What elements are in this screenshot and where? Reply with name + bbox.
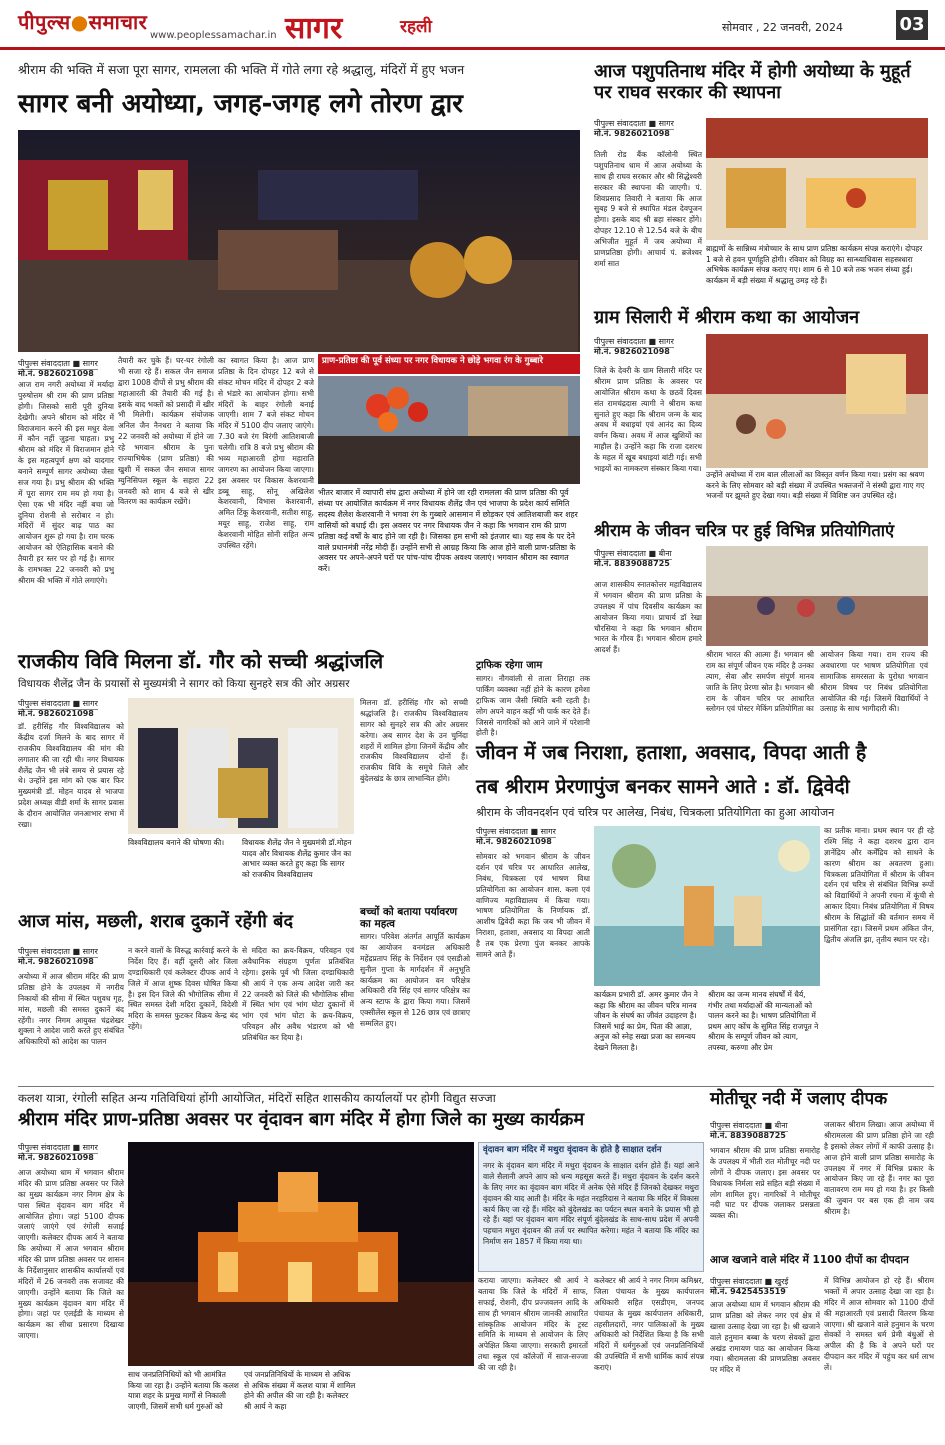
vrindavan-body-col5: कलेक्टर श्री आर्य ने नगर निगम कमिश्नर, जिला पंचायत के मुख्य कार्यपालन अधिकारी सहित एसडीएम, जनपद पंचायत के मुख्य कार्यपालन अधिकारी, तहसीलदारों, नगर पालिकाओं के मुख्य अधिकारी को निर्देशित किया है कि सभी मंदिरों में धर्मगुरुओं एवं जनप्रतिनिधियों की उपस्थिति में सभी धार्मिक कार्य संपन्न कराएं।	[594, 1276, 704, 1372]
lead-byline: पीपुल्स संवाददाता ■ सागर	[18, 359, 98, 368]
khajane-headline: आज खजाने वाले मंदिर में 1100 दीपों का दीपदान	[710, 1254, 909, 1266]
gour-photo	[128, 698, 354, 834]
jeevan-photo	[706, 546, 928, 646]
jeevan-mobile: मो.नं. 8839088725	[594, 559, 670, 568]
pashupati-byline: पीपुल्स संवाददाता ■ सागर	[594, 119, 674, 128]
maans-mobile: मो.नं. 9826021098	[18, 957, 94, 966]
gour-headline: राजकीय विवि मिलना डॉ. गौर को सच्ची श्रद्धांजलि	[18, 649, 384, 673]
maans-body-col1: अयोध्या में आज श्रीराम मंदिर की प्राण प्रतिष्ठा होने के उपलक्ष्य में नगरीय निकायों की सीमा में स्थित पशुवध गृह, मांस, मछली की समस्त दुकानें बंद रहेंगी। नगर निगम आयुक्त चंद्रशेखर शुक्ला ने आदेश जारी करते हुए संबंधित अधिकारियों को आदेश का पालन	[18, 972, 124, 1047]
dwivedi-caption: कार्यक्रम प्रभारी डॉ. अमर कुमार जैन ने कहा कि श्रीराम का जीवन चरित्र मानव जीवन के संघर्ष का जीवंत उदाहरण है। जिसमें भाई का प्रेम, पिता की आज्ञा, अनुज को स्नेह सखा प्रजा का समन्वय देखने मिलता है।	[594, 990, 698, 1052]
silari-headline: ग्राम सिलारी में श्रीराम कथा का आयोजन	[594, 307, 860, 328]
lead-body-col1: आज राम नगरी अयोध्या में मर्यादा पुरुषोत्तम श्री राम की प्राण प्रतिष्ठा होगी। जिसको सारी पूरी दुनिया देखेगी। अपने श्रीराम को मंदिर में विराजमान करने की इस मधुर वेला में कौन नहीं जुड़ना चाहता। प्रभु श्रीराम को मंदिर में विराजमान होने के इस महत्वपूर्ण क्षण को यादगार बनाने सम्पूर्ण सागर अयोध्या जैसा सज गया है। प्रभु श्रीराम की भक्ति में पूरा सागर राम मय हो गया है। ऐसा एक भी मंदिर नहीं बचा जो दुनिया रोशनी से सरोबार न हो। मंदिरों में सुंदर बाढ़ पाठ का आयोजन शुरू हो गया है। राम चरक आयोजन को ऐतिहासिक बनाने की तैयारी हर स्तर पर हो गई है। सागर के रामभक्त 22 जनवरी को प्रभु श्रीराम की भक्ति में गोते लगाएंगे।	[18, 380, 114, 585]
pashupati-mobile: मो.नं. 9826021098	[594, 129, 670, 138]
khajane-body-col2: में विभिन्न आयोजन हो रहे हैं। श्रीराम भक्तों में अपार उत्साह देखा जा रहा है। मंदिर में आज सोमवार को 1100 दीपों की महाआरती एवं प्रसादी वितरण किया जाएगा। श्री खजाने वाले हनुमान के चरण सेवकों ने समस्त धर्म प्रेमी बंधुओं से अपील की है कि वे अपने घरों पर दीपदान कर मंदिर में पहुंच कर धर्म लाभ लें।	[824, 1276, 934, 1372]
motichur-mobile: मो.नं. 8839088725	[710, 1131, 786, 1140]
jeevan-body-col3: आयोजन किया गया। राम राज्य की अवधारणा पर भाषण प्रतियोगिता एवं सामाजिक समरसता के पुरोधा भगवान श्रीराम विषय पर निबंध प्रतियोगिता आयोजित की गई। जिसमें विद्यार्थियों ने उत्साह के साथ भागीदारी की।	[820, 650, 928, 714]
newspaper-logo: पीपुल्स●समाचार	[18, 10, 148, 34]
dwivedi-mobile: मो.नं. 9826021098	[476, 837, 552, 846]
city-subtitle: रहली	[400, 17, 432, 37]
maans-byline: पीपुल्स संवाददाता ■ सागर	[18, 947, 98, 956]
lead-kicker: श्रीराम की भक्ति में सजा पूरा सागर, रामलला की भक्ति में गोते लगा रहे श्रद्धालु, मंदिरों में हुए भजन	[18, 62, 465, 77]
website-url[interactable]: www.peoplessamachar.in	[150, 30, 277, 41]
vrindavan-byline: पीपुल्स संवाददाता ■ सागर	[18, 1143, 98, 1152]
vrindavan-photo-caption-1: साथ जनप्रतिनिधियों को भी आमंत्रित किया जा रहा है। उन्होंने बताया कि कलश यात्रा शहर के प्रमुख मार्गों से निकाली जाएगी, जिसमें सभी धर्म गुरुओं को	[128, 1370, 239, 1411]
lead-mobile: मो.नं. 9826021098	[18, 369, 94, 378]
silari-body: जिले के देवरी के ग्राम सिलारी मंदिर पर श्रीराम प्राण प्रतिष्ठा के अवसर पर आयोजित श्रीराम कथा के छठवें दिवस संत रामचंद्रदास त्यागी ने श्रीराम कथा सुनाते हुए कहा कि श्रीराम जन्म के बाद अवध में बधाइयां एवं आनंद का दिव्य वर्णन किया। अवध में आज खुशियों का माहौल है। उन्होंने कहा कि राजा दशरथ के महल में खूब बधाइयां बांटी गई। सभी भाइयों का नामकरण संस्कार किया गया।	[594, 366, 702, 473]
paryavaran-headline: बच्चों को बताया पर्यावरण का महत्व	[360, 906, 458, 931]
masthead	[0, 0, 945, 50]
section-divider	[18, 1086, 934, 1087]
pashupati-body: तिली रोड बैंक कॉलोनी स्थित पशुपतिनाथ धाम में आज अयोध्या के साथ ही राघव सरकार और श्री सिद्धेश्वरी सरकार की स्थापना की जाएगी। पं. शिवप्रसाद तिवारी ने बताया कि आज सुबह 9 बजे से स्थापित मंडल देवपूजन होगा। इसके बाद श्री ब्रहा संस्कार होंगे। दोपहर 12.10 से 12.54 बजे के बीच अभिजीत मुहूर्त में जब अयोध्या में प्राणप्रतिष्ठा होगी। आचार्य पं. ब्रजेश्वर शर्मा सात	[594, 150, 702, 268]
pashupati-headline: आज पशुपतिनाथ मंदिर में होगी अयोध्या के मुहूर्त पर राघव सरकार की स्थापना	[594, 61, 911, 103]
gour-photo-caption: विश्वविद्यालय बनाने की घोषणा की।	[128, 838, 225, 847]
motichur-body-col2: जलाकर श्रीराम लिखा। आज अयोध्या में श्रीरामलला की प्राण प्रतिष्ठा होने जा रही है इसको लेकर लोगों में काफी उत्साह है। आज होने वाली प्राण प्रतिष्ठा समारोह के उपलक्ष्य में नगर में विभिन्न प्रकार के आयोजन किए जा रहे हैं। नगर का पूरा वातावरण राम मय हो गया है। हर किसी की जुबान पर बस एक ही नाम जय श्रीराम है।	[824, 1120, 934, 1216]
motichur-headline: मोतीचूर नदी में जलाए दीपक	[710, 1089, 888, 1109]
vrindavan-info-box	[478, 1142, 704, 1272]
silari-photo	[706, 334, 928, 468]
maans-body-col2: न करने वालों के विरुद्ध कार्रवाई करने के निर्देश दिए हैं। वहीं दूसरी ओर जिला दण्डाधिकारी एवं कलेक्टर दीपक आर्य ने जिले में आज शुष्क दिवस घोषित किया है। इस दिन जिले की भौगोलिक सीमा में स्थित समस्त देशी मदिरा दुकानें, विदेशी मदिरा के समस्त फुटकर विक्रय केन्द्र बंद रहेंगे।	[128, 946, 238, 1032]
lead-headline: सागर बनी अयोध्या, जगह-जगह लगे तोरण द्वार	[18, 89, 463, 119]
khajane-body-col1: आज अयोध्या धाम में भगवान श्रीराम की प्राण प्रतिष्ठा को लेकर नगर एवं क्षेत्र में खासा उत्साह देखा जा रहा है। श्री खजाने वाले हनुमान बब्बा के चरण सेवकों द्वारा अखंड रामायण पाठ का आयोजन किया गया। श्रीरामलला की प्राणप्रतिष्ठा अवसर पर मंदिर में	[710, 1300, 820, 1375]
vrindavan-body-col4: कराया जाएगा। कलेक्टर श्री आर्य ने बताया कि जिले के मंदिरों में साफ, सफाई, रोशनी, दीप प्रज्जवलन आदि के साथ ही भगवान श्रीराम जानकी आधारित सांस्कृतिक आयोजन मंदिर के ट्रस्ट समिति के माध्यम से आयोजन के लिए अपेक्षित किया जाएगा। सरकारी इमारतों तथा स्कूल एवं कॉलेजों में साज-सज्जा की जा रही है।	[478, 1276, 588, 1372]
gour-kicker: विधायक शैलेंद्र जैन के प्रयासों से मुख्यमंत्री ने सागर को किया सुनहरे सत्र की ओर अग्रसर	[18, 678, 350, 690]
lead-photo-procession	[18, 130, 580, 352]
dwivedi-photo-caption: श्रीराम का जन्म मानव संघर्षों में धैर्य, गंभीर तथा मर्यादाओं की मान्यताओं को पालन करने का है। भाषण प्रतियोगिता में प्रथम आए कोंच के सुमित सिंह राजपूत ने श्रीराम के सम्पूर्ण जीवन को त्याग, तपस्या, करुणा और प्रेम	[708, 990, 819, 1052]
vrindavan-kicker: कलश यात्रा, रंगोली सहित अन्य गतिविधियां होंगी आयोजित, मंदिरों सहित शासकीय कार्यालयों पर होगी विद्युत सज्जा	[18, 1091, 496, 1105]
vrindavan-body-col1: आज अयोध्या धाम में भगवान श्रीराम मंदिर की प्राण प्रतिष्ठा अवसर पर जिले का मुख्य कार्यक्रम नगर निगम क्षेत्र के पास स्थित वृंदावन बाग मंदिर में आयोजित होगा। जहां 5100 दीपक जलाएं जाएंगे एवं रंगोली सजाई जाएगी। कलेक्टर दीपक आर्य ने बताया कि अयोध्या में आज भगवान श्रीराम मंदिर की प्राण प्रतिष्ठा अवसर पर शासन के निर्देशानुसार शासकीय कार्यालयों एवं मंदिरों में 26 जनवरी तक सजावट की जाएगी। उन्होंने बताया कि जिले का मुख्य कार्यक्रम वृंदावन बाग मंदिर में होगा। जहां पर एलईडी के माध्यम से कार्यक्रम का सीधा प्रसारण दिखाया जाएगा।	[18, 1168, 124, 1341]
jeevan-body-col1: आज शासकीय स्नातकोत्तर महाविद्यालय में भगवान श्रीराम की प्राण प्रतिष्ठा के उपलक्ष्य में पांच दिवसीय कार्यक्रम का आयोजन किया गया। प्राचार्य डॉ रेखा चौरसिया ने कहा कि भगवान श्रीराम भारत के गौरव हैं। भगवान श्रीराम हमारे आदर्श हैं।	[594, 580, 702, 655]
lead-body-col3: का स्वागत किया है। आज प्राण प्रतिष्ठा के दिन दोपहर 12 बजे से संकट मोचन मंदिर में दोपहर 2 बजे से भंडारे का आयोजन होगा। सभी मंदिरों के बाहर रंगोली बनाई जाएगी। शाम 7 बजे संकट मोचन मंदिर में 5100 दीप जलाए जाएंगे। 7.30 बजे रंग बिरंगी आतिशबाजी चलेगी। रात्रि 8 बजे प्रभु श्रीराम की भव्य महाआरती होगा महाराति जागरण का आयोजन किया जाएगा। इस अवसर पर विकास केशरवानी डब्बू साहू, सोनू अखिलेश केशरवानी, विभास केशरवानी, अमित टिंकू केशरवानी, सतीश साहू, मयूर साहू, राजेश साहू, राम केशरवानी मोहित सोनी सहित अन्य उपस्थित रहेंगे।	[218, 356, 314, 550]
pashupati-photo	[706, 118, 928, 240]
vrindavan-box-body: नगर के वृंदावन बाग मंदिर में मथुरा वृंदावन के साक्षात दर्शन होते हैं। यहां आने वाले सैलानी अपने आप को धन्य महसूस करते हैं। मथुरा वृंदावन के दर्शन करने के लिए नगर का वृंदावन बाग मंदिर में अनेक ऐसे मंदिर हैं जिनको देखकर मथुरा वृंदावन की याद आती है। मंदिर के महंत नरहरिदास ने बताया कि मंदिर में विकास कार्य किए जा रहे हैं। मंदिर को बुंदेलखंड का पर्यटन स्थल बनाने के प्रयास भी हो रहे हैं। यहां पर वृंदावन बाग मंदिर संपूर्ण बुंदेलखंड के साथ-साथ प्रदेश में अपनी पहचान मथुरा वृंदावन की तर्ज पर स्थापित करेगा। महंत ने बताया कि मंदिर का निर्माण सन 1857 में किया गया था।	[483, 1161, 699, 1247]
vrindavan-mobile: मो.नं. 9826021098	[18, 1153, 94, 1162]
gour-mobile: मो.नं. 9826021098	[18, 709, 94, 718]
gour-byline: पीपुल्स संवाददाता ■ सागर	[18, 699, 98, 708]
traffic-headline: ट्राफिक रहेगा जाम	[476, 660, 543, 671]
jeevan-body-col2: श्रीराम भारत की आत्मा हैं। भगवान श्री राम का संपूर्ण जीवन एक मंदिर है उनका त्याग, सेवा और समर्पण संपूर्ण मानव जाति के लिए प्रेरणा स्रोत है। भगवान श्री राम के जीवन चरित्र पर आधारित स्लोगन एवं पोस्टर मेकिंग प्रतियोगिता का	[706, 650, 814, 714]
pashupati-caption: ब्राह्मणों के सान्निध्य मंत्रोच्चार के साथ प्राण प्रतिष्ठा कार्यक्रम संपन्न कराएंगे। दोपहर 1 बजे से हवन पूर्णाहुति होगी। रविवार को विग्रह का सान्ध्याधिवास सहस्त्रधारा अभिषेक कार्यक्रम संपन्न कराए गए। शाम 6 से 10 बजे तक भजन संध्या हुई। कार्यक्रम में बड़ी संख्या में श्रद्धालु उमड़ रहे हैं।	[706, 244, 923, 285]
vrindavan-box-headline: वृंदावन बाग मंदिर में मथुरा वृंदावन के होते है साक्षात दर्शन	[483, 1145, 662, 1155]
silari-byline: पीपुल्स संवाददाता ■ सागर	[594, 337, 674, 346]
khajane-byline: पीपुल्स संवाददाता ■ खुरई	[710, 1277, 789, 1286]
dwivedi-body-col3: का प्रतीक माना। प्रथम स्थान पर ही रहे रश्मि सिंह ने कहा दशरथ द्वारा दान ज्ञानेंद्रिय और कर्मेंद्रिय को साधने के कारण श्रीराम का अवतरण हुआ। चित्रकला प्रतियोगिता में श्रीराम के जीवन दर्शन एवं चरित्र से संबंधित विभिन्न रूपों को विद्यार्थियों ने अपनी रचना में कूंची से आकार दिया। निबंध प्रतियोगिता में विषय श्रीराम के सिद्धांतों की वर्तमान समय में प्रासंगिता रहा। जिसमें प्रथम अंकित जैन, द्वितीय अंजलि झा, तृतीय स्थान पर रहे।	[824, 826, 934, 944]
motichur-body-col1: भगवान श्रीराम की प्राण प्रतिष्ठा समारोह के उपलक्ष्य में भीती रात मोतीचूर नदी पर लोगों ने दीपक जलाए। इस अवसर पर विधायक निर्मला सप्रे सहित बड़ी संख्या में लोग शामिल हुए। नागरिकों ने मोतीचूर नदी घाट पर दीपक जलाकर प्रसन्नता व्यक्त की।	[710, 1146, 820, 1221]
gour-body-col2: मिलना डॉ. हरीसिंह गौर को सच्ची श्रद्धांजलि है। राजकीय विश्वविद्यालय सागर को सुनहरे सत्र की ओर अग्रसर करेगा। अब सागर देश के उन चुनिंदा शहरों में शामिल होगा जिनमें केंद्रीय और राजकीय विश्वविद्यालय दोनों हैं। राजकीय विवि के समूचे जिले और बुंदेलखंड के छात्र लाभान्वित होंगे।	[360, 698, 468, 784]
balloons-headline: प्राण-प्रतिष्ठा की पूर्व संध्या पर नगर विधायक ने छोड़े भगवा रंग के गुब्बारे	[318, 354, 580, 374]
silari-mobile: मो.नं. 9826021098	[594, 347, 670, 356]
vrindavan-headline: श्रीराम मंदिर प्राण-प्रतिष्ठा अवसर पर वृंदावन बाग मंदिर में होगा जिले का मुख्य कार्यक्रम	[18, 1109, 585, 1130]
paryavaran-body: सागर। परिवेश अंतर्गत आपूर्ति कार्यक्रम का आयोजन वनमंडल अधिकारी महेंद्रप्रताप सिंह के निर्देशन एवं एसडीओ सुनील गुप्ता के मार्गदर्शन में अनुभूति कार्यक्रम का आयोजन वन परिक्षेत्र अधिकारी रवि सिंह एवं सागर परिक्षेत्र का अन्य स्टाफ के द्वारा किया गया। जिसमें एक्सीलेंस स्कूल से 126 छात्र एवं छात्राए सम्मलित हुए।	[360, 932, 470, 1028]
city-title: सागर	[285, 11, 343, 46]
dwivedi-body-col1: सोमवार को भगवान श्रीराम के जीवन दर्शन एवं चरित्र पर आधारित आलेख, निबंध, चित्रकला एवं भाषण विधा प्रतियोगिता का आयोजन शास. कला एवं वाणिज्य महाविद्यालय में किया गया। भाषण प्रतियोगिता के निर्णायक डॉ. आशीष द्विवेदी कहा कि जब भी जीवन में निराशा, हताशा, अवसाद या विपदा आती है तब एक प्रेरणा पुंज बनकर आपके सामने आते हैं।	[476, 852, 590, 959]
balloons-caption: भीतर बाजार में व्यापारी संघ द्वारा अयोध्या में होने जा रही रामलला की प्राण प्रतिष्ठा की पूर्व संध्या पर आयोजित कार्यक्रम में नगर विधायक शैलेंद्र जैन एवं भाजपा के प्रदेश कार्य समिति सदस्य शैलेश केशरवानी ने भगवा रंग के गुब्बारे आसमान में छोड़कर एवं आतिशबाजी कर शहर वासियों को बधाई दी। इस अवसर पर नगर विधायक जैन ने कहा कि भगवान राम की प्राण प्रतिष्ठा कई वर्षों के बाद होने जा रही है। जिसका हम सभी को इंतजार था। यह सब के पर देने वाले प्रधानमंत्री नरेंद्र मोदी हैं। उन्होंने सभी से आग्रह किया कि आज होने वाली प्राण-प्रतिष्ठा के अवसर पर अपने-अपने घरों पर पांच-पांच दीपक अवश्य जलाएं। भगवान श्रीराम का स्वागत करें।	[318, 488, 578, 574]
vrindavan-temple-photo	[128, 1142, 474, 1366]
dwivedi-kicker: श्रीराम के जीवनदर्शन एवं चरित्र पर आलेख, निबंध, चित्रकला प्रतियोगिता का हुआ आयोजन	[476, 806, 835, 819]
issue-date: सोमवार , 22 जनवरी, 2024	[722, 21, 844, 34]
motichur-byline: पीपुल्स संवाददाता ■ बीना	[710, 1121, 788, 1130]
gour-caption2: विधायक शैलेंद्र जैन ने मुख्यमंत्री डॉ.मोहन यादव और विधायक शैलेंद्र कुमार जैन का आभार व्यक्त करते हुए कहा कि सागर को राजकीय विश्वविद्यालय	[242, 838, 352, 879]
jeevan-headline: श्रीराम के जीवन चरित्र पर हुई विभिन्न प्रतियोगिताएं	[594, 521, 895, 540]
gour-body-col1: डॉ. हरीसिंह गौर विश्वविद्यालय को केंद्रीय दर्जा मिलने के बाद सागर में राजकीय विश्वविद्यालय की मांग की लगातार की जा रही थी। नगर विधायक शैलेंद्र जैन भी लंबे समय से प्रयास रहे थे। उन्होंने इस मांग को एक बार फिर मुख्यमंत्री डॉ. मोहन यादव से भाजपा प्रदेश अध्यक्ष वीडी शर्मा के सागर प्रवास के दौरान आयोजित जनआभार सभा में रखा।	[18, 722, 124, 829]
khajane-mobile: मो.नं. 9425453519	[710, 1287, 786, 1296]
dwivedi-headline-1: जीवन में जब निराशा, हताशा, अवसाद, विपदा आती है	[476, 741, 867, 764]
dwivedi-headline-2: तब श्रीराम प्रेरणापुंज बनकर सामने आते : डॉ. द्विवेदी	[476, 775, 850, 798]
silari-caption: उन्होंने अयोध्या में राम बाल लीलाओं का विस्तृत वर्णन किया गया। प्रसंग का श्रवण करने के लिए सोमवार को बड़ी संख्या में उपस्थित भक्तजनों ने संस्थी द्वारा गाए गए भजनों पर झूमते हुए देखा गया। बड़ी संख्या में विशिष्ट जन उपस्थित रहे।	[706, 470, 925, 500]
maans-headline: आज मांस, मछली, शराब दुकानें रहेंगी बंद	[18, 911, 293, 932]
balloons-photo	[318, 376, 580, 484]
traffic-body: सागर। नौगवांली से ताला तिराहा तक पार्किंग व्यवस्था नहीं होने के कारण हमेशा ट्राफिक जाम जैसी स्थिति बनी रहती है। लोग अपने वाहन कहीं भी पार्क कर देते हैं। जिससे नागरिकों को आने जाने में परेशानी होती है।	[476, 674, 590, 738]
dwivedi-painting-photo	[594, 826, 820, 986]
dwivedi-byline: पीपुल्स संवाददाता ■ सागर	[476, 827, 556, 836]
page-number: 03	[896, 10, 928, 40]
lead-body-col2: तैयारी कर चुके हैं। घर-घर रंगोली भी सजा रहे हैं। सकल जैन समाज द्वारा 1008 दीपों से प्रभु श्रीराम की महाआरती की तैयारी की गई है। इसके बाद भक्तों को प्रसादी में खीर भी मिलेगी। कार्यक्रम संयोजक अनिल जैन नैनधरा ने बताया कि 22 जनवरी को अयोध्या में होने जा रहे भगवान श्रीराम के पुनः राज्याभिषेक (प्राण प्रतिष्ठा) की खुशी में सकल जैन समाज सागर म्युनिसिपल स्कूल के सहारा 22 जनवरी को शाम 4 बजे से खीर वितरण का कार्यक्रम रखेंगे।	[118, 356, 214, 507]
vrindavan-photo-caption-2: एवं जनप्रतिनिधियों के माध्यम से अधिक से अधिक संख्या में कलश यात्रा में शामिल होने की अपील की जा रही है। कलेक्टर श्री आर्य ने कहा	[244, 1370, 356, 1411]
jeevan-byline: पीपुल्स संवाददाता ■ बीना	[594, 549, 672, 558]
maans-body-col3: से मदिरा का क्रय-विक्रय, परिवहन एवं अवैधानिक संग्रहण पूर्णतः प्रतिबंधित रहेगा। इसके पूर्व भी जिला दण्डाधिकारी श्री आर्य ने एक अन्य आदेश जारी कर 22 जनवरी को जिले की भौगोलिक सीमा में स्थित भांग एवं भांग घोटा दुकानों में भांग एवं भांग घोटा के क्रय-विक्रय, परिवहन और अवैध भंडारण को भी प्रतिबंधित कर दिया है।	[242, 946, 354, 1042]
